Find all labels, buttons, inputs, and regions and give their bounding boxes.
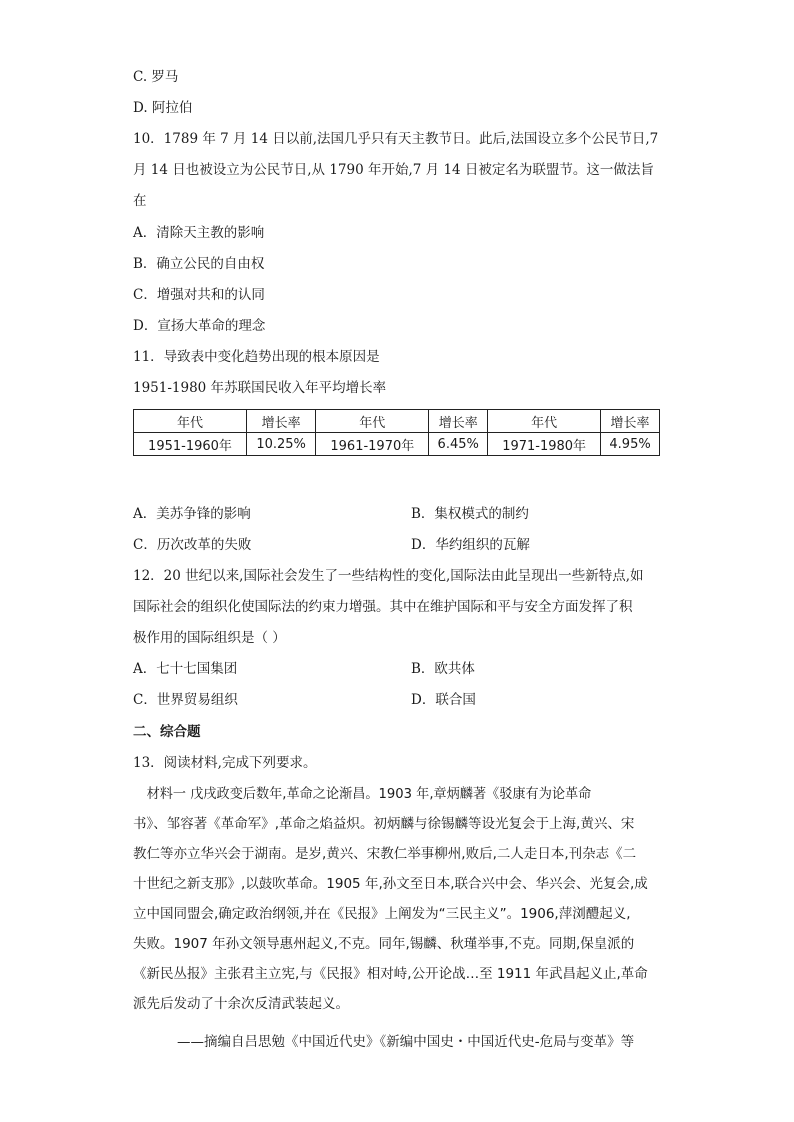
table-header-cell: 年代 [316,410,429,433]
q12-option-c: C．世界贸易组织 [133,692,238,708]
q10-option-b: B．确立公民的自由权 [133,256,265,272]
q10-option-d: D．宣扬大革命的理念 [133,318,266,334]
table-header-cell: 增长率 [429,410,488,433]
table-header-cell: 年代 [134,410,247,433]
q12-option-b: B．欧共体 [411,661,475,677]
table-header-row [134,410,660,433]
material-line: 失败。1907 年孙文领导惠州起义,不克。同年,锡麟、秋瑾举事,不克。同期,保皇派的 [133,936,635,952]
table-cell: 1971-1980年 [488,433,601,456]
q10-stem-line-3: 在 [133,193,147,209]
q11-option-b: B．集权模式的制约 [411,506,529,522]
table-cell: 4.95% [601,433,660,456]
q10-option-c: C．增强对共和的认同 [133,287,265,303]
q12-option-a: A．七十七国集团 [133,661,238,677]
q11-stem: 11．导致表中变化趋势出现的根本原因是 [133,349,380,365]
q12-option-d: D．联合国 [411,692,476,708]
q9-option-d: D. 阿拉伯 [133,100,193,116]
material-line: 教仁等亦立华兴会于湖南。是岁,黄兴、宋教仁举事柳州,败后,二人走日本,刊杂志《二 [133,846,637,862]
q11-table-title: 1951-1980 年苏联国民收入年平均增长率 [133,380,387,396]
table-cell: 1951-1960年 [134,433,247,456]
q11-option-c: C．历次改革的失败 [133,537,252,553]
section-title: 二、综合题 [133,724,201,740]
q10-stem-line-2: 月 14 日也被设立为公民节日,从 1790 年开始,7 月 14 日被定名为联盟节。这一做法旨 [133,162,654,178]
material-line: 立中国同盟会,确定政治纲领,并在《民报》上阐发为“三民主义”。1906,萍浏醴起义, [133,906,631,922]
material-line: 十世纪之新支那》,以鼓吹革命。1905 年,孙文至日本,联合兴中会、华兴会、光复会,成 [133,876,648,892]
table-header-cell: 增长率 [246,410,315,433]
material-line: 书》、邹容著《革命军》,革命之焰益炽。初炳麟与徐锡麟等设光复会于上海,黄兴、宋 [133,816,635,832]
table-row [134,433,660,456]
table-cell: 1961-1970年 [316,433,429,456]
q9-option-c: C. 罗马 [133,69,179,85]
q12-stem-line-1: 12．20 世纪以来,国际社会发生了一些结构性的变化,国际法由此呈现出一些新特点,如 [133,568,644,584]
growth-rate-table [133,409,660,456]
material-line: 材料一 戊戌政变后数年,革命之论渐昌。1903 年,章炳麟著《驳康有为论革命 [146,786,592,802]
q10-stem-line-1: 10．1789 年 7 月 14 日以前,法国几乎只有天主教节日。此后,法国设立多个公民节日,7 [133,131,659,147]
material-line: 《新民丛报》主张君主立宪,与《民报》相对峙,公开论战…至 1911 年武昌起义止,革命 [133,966,648,982]
q10-option-a: A．清除天主教的影响 [133,225,265,241]
q12-stem-line-2: 国际社会的组织化使国际法的约束力增强。其中在维护国际和平与安全方面发挥了积 [133,599,633,615]
q11-option-a: A．美苏争锋的影响 [133,506,251,522]
q12-stem-line-3: 极作用的国际组织是（ ） [133,630,286,646]
material-source: ——摘编自吕思勉《中国近代史》《新编中国史・中国近代史-危局与变革》等 [177,1034,635,1050]
material-line: 派先后发动了十余次反清武装起义。 [133,996,349,1012]
table-cell: 6.45% [429,433,488,456]
table-cell: 10.25% [246,433,315,456]
q11-option-d: D．华约组织的瓦解 [411,537,530,553]
q13-stem: 13．阅读材料,完成下列要求。 [133,755,317,771]
table-header-cell: 年代 [488,410,601,433]
table-header-cell: 增长率 [601,410,660,433]
